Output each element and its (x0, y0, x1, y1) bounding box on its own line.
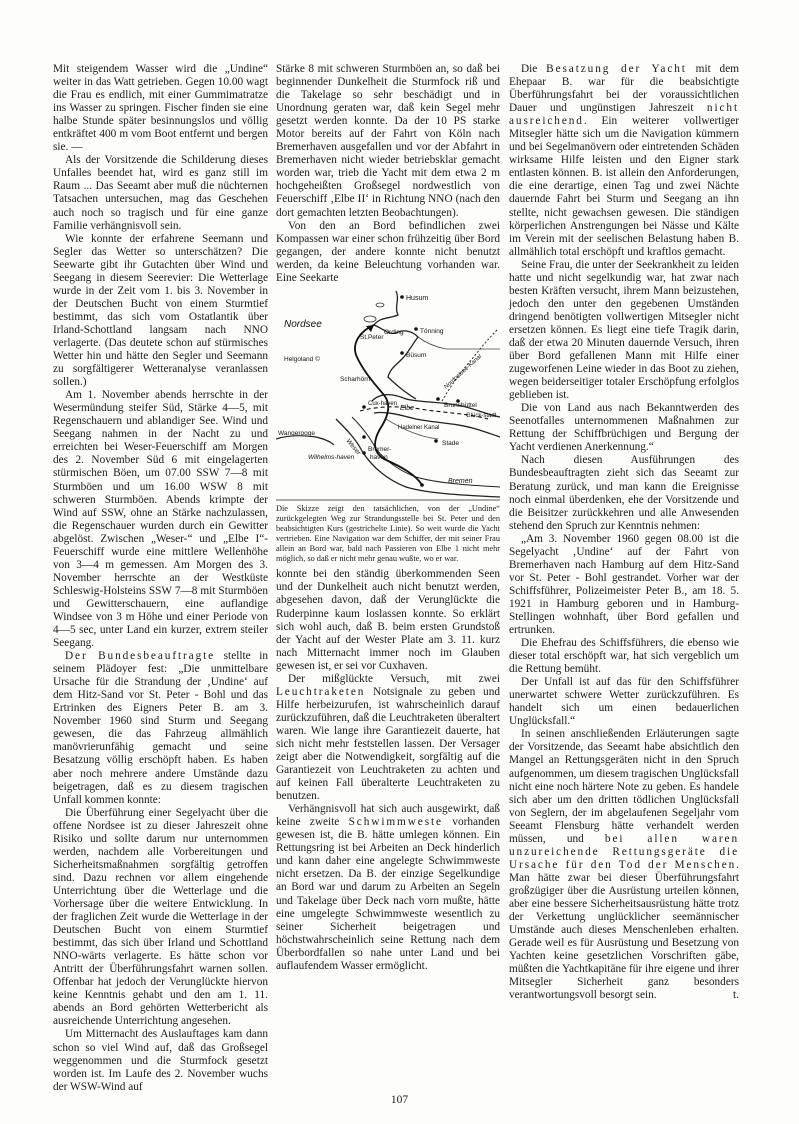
map-label-wangerooge: Wangerooge (278, 429, 315, 437)
paragraph-text: . Man hätte zwar bei dieser Überführungsfahrt großzügiger über die Ausrüstung urteilen können, aber eine bessere Sicherheitsausrüstung hätte trotz der Verkettung unglücklicher seemännischer Umstände auch dieses Menschenleben erhalten. Gerade weil es für Ausrüstung und Besetzung von Yachten keine gesetzlichen Vorschriften gäbe, müßten die Yachtkapitäne für ihre eigene und ihrer Mitsegler Sicherheit ganz besonders verantwortungsvoll besorgt sein. (509, 858, 739, 1002)
paragraph-text: . Ein weiterer vollwertiger Mitsegler hätte sich um die Navigation kümmern und bei Segelmanövern oder eintretenden Schäden wirksame Hilfe leisten und den Eigner stark entlasten können. B. ist allein den Anforderungen, die eine derartige, einen Tag und zwei Nächte dauernde Fahrt bei Sturm und Seegang an ihn stellte, nicht gewachsen gewesen. Die ständigen körperlichen Anstrengungen bei Nässe und Kälte im Verein mit der seelischen Belastung haben B. allmählich total erschöpft und kraftlos gemacht. (509, 115, 739, 258)
map-label-husum: Husum (406, 294, 429, 302)
middle-column-bottom-text (276, 568, 500, 972)
paragraph (53, 233, 268, 390)
spaced-emphasis: bei allen waren unzureichende Rettungsgeräte die Ursache für den Tod der Menschen (509, 832, 739, 871)
spaced-emphasis: Besatzung der Yacht (546, 63, 687, 75)
map-label-gluckstadt: Glück-stadt (466, 412, 497, 419)
paragraph (509, 637, 739, 676)
paragraph-text: mit dem Ehepaar B. war für die beabsichtigte Überführungsfahrt bei der voraussichtlichen Dauer und ungünstigen Jahreszeit (509, 63, 740, 115)
paragraph-text: vorhanden gewesen ist, die B. hätte umlegen können. Ein Rettungsring ist bei Arbeiten an Deck hinderlich und kann daher eine angelegte Schwimmweste nicht ersetzen. Da B. der einzige Segelkundige an Bord war und darum zu Arbeiten an Segeln und Takelage über Deck nach vorn mußte, hätte eine umgelegte Schwimmweste wesentlich zu seiner Sicherheit beigetragen und höchstwahrscheinlich seine Rettung nach dem Überbordfallen so nahe unter Land und bei auflaufendem Wasser ermöglicht. (276, 816, 500, 972)
map-label-wilhelmshaven: Wilhelms-haven (308, 453, 355, 461)
paragraph (509, 676, 739, 728)
text-column-left (53, 63, 268, 1094)
paragraph-text: Als der Vorsitzende die Schilderung dieses Unfalles beendet hat, wird es ganz still im Raum ... Das Seeamt aber muß die nüchternen Tatsachen untersuchen, mag das Geschehen auch noch so tragisch und für eine ganze Familie verhängnisvoll sein. (53, 154, 268, 232)
paragraph (53, 650, 268, 807)
paragraph (276, 63, 500, 220)
paragraph-text: Die (521, 63, 547, 75)
map-label-elbe: Elbe (400, 404, 415, 412)
paragraph-text: Seine Frau, die unter der Seekrankheit zu leiden hatte und nicht segelkundig war, hat zwar nach besten Kräften versucht, ihrem Mann beizustehen, jedoch den unter den gegebenen Umständen dringend benötigten vollwertigen Mitsegler nicht ersetzen können. Es liegt eine tiefe Tragik darin, daß der etwa 20 Minuten dauernde Versuch, ihren über Bord gefallenen Mann mit Hilfe einer zugeworfenen Leine wieder in das Boot zu ziehen, wegen beiderseitiger totaler Erschöpfung erfolglos geblieben ist. (509, 258, 739, 402)
paragraph-text: „Am 3. November 1960 gegen 08.00 ist die Segelyacht ‚Undine‘ auf der Fahrt von Bremerhaven nach Hamburg auf dem Hitz-Sand vor St. Peter - Bohl gestrandet. Vorher war der Schiffsführer, Polizeimeister Peter B., am 18. 5. 1921 in Hamburg geboren und in Hamburg-Stellingen wohnhaft, über Bord gefallen und ertrunken. (509, 532, 739, 637)
paragraph (53, 154, 268, 232)
paragraph-text: Der mißglückte Versuch, mit zwei (288, 672, 500, 685)
map-label-brunsbuttel: Brunsbüttel (444, 401, 477, 409)
spaced-emphasis: Schwimmweste (348, 816, 443, 829)
paragraph (53, 1028, 268, 1093)
spaced-emphasis: Der Bundesbeauftragte (65, 650, 216, 663)
paragraph-text: Die von Land aus nach Bekanntwerden des Seenotfalles unternommenen Maßnahmen zur Rettung der Schiffbrüchigen und Bergung der Yacht verdienen Anerkennung.“ (509, 402, 739, 454)
map-label-stade: Stade (442, 439, 459, 447)
paragraph-text: Der Unfall ist auf das für den Schiffsführer unerwartet schwere Wetter zurückzuführen. Es handelt sich um einen bedauerlichen Unglücksfall.“ (509, 676, 739, 728)
text-column-middle (276, 63, 500, 973)
paragraph-text: Die Ehefrau des Schiffsführers, die ebenso wie dieser total erschöpft war, hat sich vergeblich um die Rettung bemüht. (509, 637, 739, 676)
map-label-busum: Büsum (406, 351, 427, 359)
map-label-weser: Weser (344, 437, 362, 457)
map-label-bremen: Bremen (448, 477, 473, 485)
paragraph-text: Verhängnisvoll hat sich auch ausgewirkt, daß keine zweite (276, 803, 500, 829)
paragraph-text: Am 1. November abends herrschte in der Wesermündung steifer Süd, Stärke 4—5, mit Regenschauern und ablandiger See. Wind und Seegang nahmen in der Nacht zu und erreichten bei Weser-Feuerschiff am Morgen des 2. November Süd 6 mit eingelagerten stürmischen Böen, um 07.00 SSW 7—8 mit Sturmböen und um 16.00 WSW 8 mit schweren Sturmböen. Abends krimpte der Wind auf SSW, ohne an Stärke nachzulassen, die Regenschauer wurden durch ein Gewitter abgelöst. Zwischen „Weser-“ und „Elbe I“-Feuerschiff wurde eine mittlere Wellenhöhe von 3—4 m gemessen. Am Morgen des 3. November herrschte an der Westküste Schleswig-Holsteins SSW 7—8 mit Sturmböen und Gewitterschauern, eine auflandige Windsee von 3 m Höhe und einer Periode von 4—5 sec, unter Land ein kurzer, extrem steiler Seegang. (53, 389, 268, 650)
paragraph (509, 63, 739, 259)
map-label-ording: Ording (384, 328, 404, 336)
paragraph (53, 389, 268, 650)
paragraph-text: In seinen anschließenden Erläuterungen sagte der Vorsitzende, das Seeamt habe absichtlich den Mangel an Rettungsgeräten nicht in den Spruch aufgenommen, um diesem tragischen Unglücksfall nicht eine noch härtere Note zu geben. Es handele sich aber um den dritten tödlichen Unglücksfall von Seglern, der im abgelaufenen Segeljahr vom Seeamt Flensburg hätte verhandelt werden müssen, und (509, 728, 739, 845)
paragraph (509, 402, 739, 454)
paragraph-text: Stärke 8 mit schweren Sturmböen an, so daß bei beginnender Dunkelheit die Sturmfock riß und die Takelage so sehr beschädigt und in Unordnung geraten war, daß kein Segel mehr gesetzt werden konnte. Da der 10 PS starke Motor bereits auf der Fahrt von Köln nach Bremerhaven ausgefallen und vor der Abfahrt in Bremerhaven nicht wieder betriebsklar gemacht worden war, trieb die Yacht mit dem etwa 2 m hochgeheißten Großsegel nordwestlich von Feuerschiff ‚Elbe II‘ in Richtung NNO (nach den dort gemachten letzten Beobachtungen). (276, 63, 500, 219)
author-initial: t. (733, 989, 739, 1002)
map-label-hadelner-kanal: Hadelner Kanal (398, 424, 440, 431)
paragraph (53, 807, 268, 1029)
map-label-cuxhaven: Cux-haven (368, 400, 398, 407)
paragraph-text: konnte bei den ständig überkommenden Seen und der Dunkelheit auch nicht benutzt werden, abgesehen davon, daß der Verunglückte die Ruderpinne kaum loslassen konnte. So erklärt sich wohl auch, daß B. beim ersten Grundstoß der Yacht auf der Wester Plate am 3. 11. kurz nach Mitternacht immer noch im Glauben gewesen ist, er sei vor Cuxhaven. (276, 568, 500, 672)
paragraph (276, 220, 500, 285)
map-label-kanal: Nordostsee-Kanal (443, 353, 484, 391)
map-label-tonning: Tönning (420, 327, 444, 335)
paragraph (276, 803, 500, 973)
map-caption: Die Skizze zeigt den tatsächlichen, von der „Undine“ zurückgelegten Weg zur Strandungsstelle bei St. Peter und den beabsichtigten Kurs (gestrichelte Linie). So weit wurde die Yacht vertrieben. Eine Navigation war dem Schiffer, der mit seiner Frau allein an Bord war, bald nach Passieren von Elbe 1 nicht mehr möglich, so daß er nicht mehr genau wußte, wo er war. (276, 503, 500, 564)
middle-column-top-text (276, 63, 500, 285)
route-map-sketch (276, 289, 500, 501)
paragraph-text: Mit steigendem Wasser wird die „Undine“ weiter in das Watt getrieben. Gegen 10.00 wagt die Frau es endlich, mit einer Gummimatratze ins Wasser zu springen. Fischer finden sie eine halbe Stunde später besinnungslos und völlig entkräftet 400 m vom Boot entfernt und bergen sie. — (53, 63, 268, 154)
paragraph (509, 454, 739, 532)
spaced-emphasis: nicht ausreichend (509, 102, 739, 128)
text-column-right (509, 63, 739, 1002)
paragraph (509, 533, 739, 637)
paragraph-text: Um Mitternacht des Auslauftages kam dann schon so viel Wind auf, daß das Großsegel weggenommen und die Sturmfock gesetzt worden ist. Im Laufe des 2. November wuchs der WSW-Wind auf (53, 1028, 268, 1093)
map-label-bremerhaven: Bremer- (368, 445, 392, 453)
spaced-emphasis: Leuchtraketen (276, 685, 366, 698)
paragraph (276, 568, 500, 672)
paragraph-text: Von den an Bord befindlichen zwei Kompassen war einer schon frühzeitig über Bord gegangen, der andere konnte nicht benutzt werden, da keine Beleuchtung vorhanden war. Eine Seekarte (276, 219, 500, 284)
paragraph (509, 728, 739, 1002)
paragraph (53, 63, 268, 154)
page-number: 107 (390, 1094, 409, 1106)
paragraph (509, 259, 739, 403)
paragraph-text: Die Überführung einer Segelyacht über die offene Nordsee ist zu dieser Jahreszeit ohne Risiko und sollte darum nur unternommen werden, nachdem alle Vorbereitungen und Sicherheitsmaßnahmen sorgfältig getroffen sind. Dazu rechnen vor allem eingehende Unterrichtung über die Wetterlage und die Vorhersage über die weitere Entwicklung. In der fraglichen Zeit wurde die Wetterlage in der Deutschen Bucht von einem Sturmtief bestimmt, das sich über Irland und Schottland NNO-wärts verlagerte. Es hätte schon vor Antritt der Überführungsfahrt warnen sollen. Offenbar hat jedoch der Verunglückte hiervon keine Kenntnis gehabt und den am 1. 11. abends an Bord gehörten Wetterbericht als ausreichende Unterrichtung angesehen. (53, 806, 268, 1028)
paragraph-text: Notsignale zu geben und Hilfe herbeizurufen, ist wahrscheinlich darauf zurückzuführen, daß die Leuchtraketen überaltert waren. Wie lange ihre Garantiezeit dauerte, hat sich nicht mehr feststellen lassen. Der Versager zeigt aber die Notwendigkeit, sorgfältig auf die Garantiezeit von Leuchtraketen zu achten und auf keinen Fall überalterte Leuchtraketen zu benutzen. (276, 685, 500, 803)
map-label-scharhorn: Scharhörn (340, 375, 370, 383)
map-label-haven: haven (370, 453, 388, 461)
map-label-nordsee: Nordsee (284, 318, 322, 330)
paragraph-text: stellte in seinem Plädoyer fest: „Die unmittelbare Ursache für die Strandung der ‚Undine‘ auf dem Hitz-Sand vor St. Peter - Bohl und das Ertrinken des Eigners Peter B. am 3. November 1960 sind Sturm und Seegang gewesen, die das Fahrzeug allmählich manövrierunfähig gemacht und seine Besatzung völlig erschöpft haben. Es haben aber noch mehrere andere Umstände dazu beigetragen, daß es zu diesem tragischen Unfall kommen konnte: (53, 650, 268, 806)
paragraph-text: Nach diesen Ausführungen des Bundesbeauftragten zieht sich das Seeamt zur Beratung zurück, und man kann die Ereignisse noch einmal überdenken, ehe der Vorsitzende und die Beisitzer zurückkehren und alle Anwesenden stehend den Spruch zur Kenntnis nehmen: (509, 454, 739, 532)
paragraph (276, 673, 500, 803)
map-label-st-peter: St.Peter (360, 333, 384, 341)
paragraph-text: Wie konnte der erfahrene Seemann und Segler das Wetter so unterschätzen? Die Seewarte gibt ihr Gutachten über Wind und Seegang in diesem Seerevier: Die Wetterlage wurde in der Zeit vom 1. bis 3. November in der Deutschen Bucht von einem Sturmtief bestimmt, das sich vom Ostatlantik über Irland-Schottland langsam nach NNO verlagerte. (Das deutete schon auf stürmisches Wetter hin und hätte den Segler und Seemann zu sorgfältigerer Wetteranalyse veranlassen sollen.) (53, 232, 268, 389)
map-label-helgoland: Helgoland © (284, 355, 320, 363)
map-figure (276, 289, 500, 565)
